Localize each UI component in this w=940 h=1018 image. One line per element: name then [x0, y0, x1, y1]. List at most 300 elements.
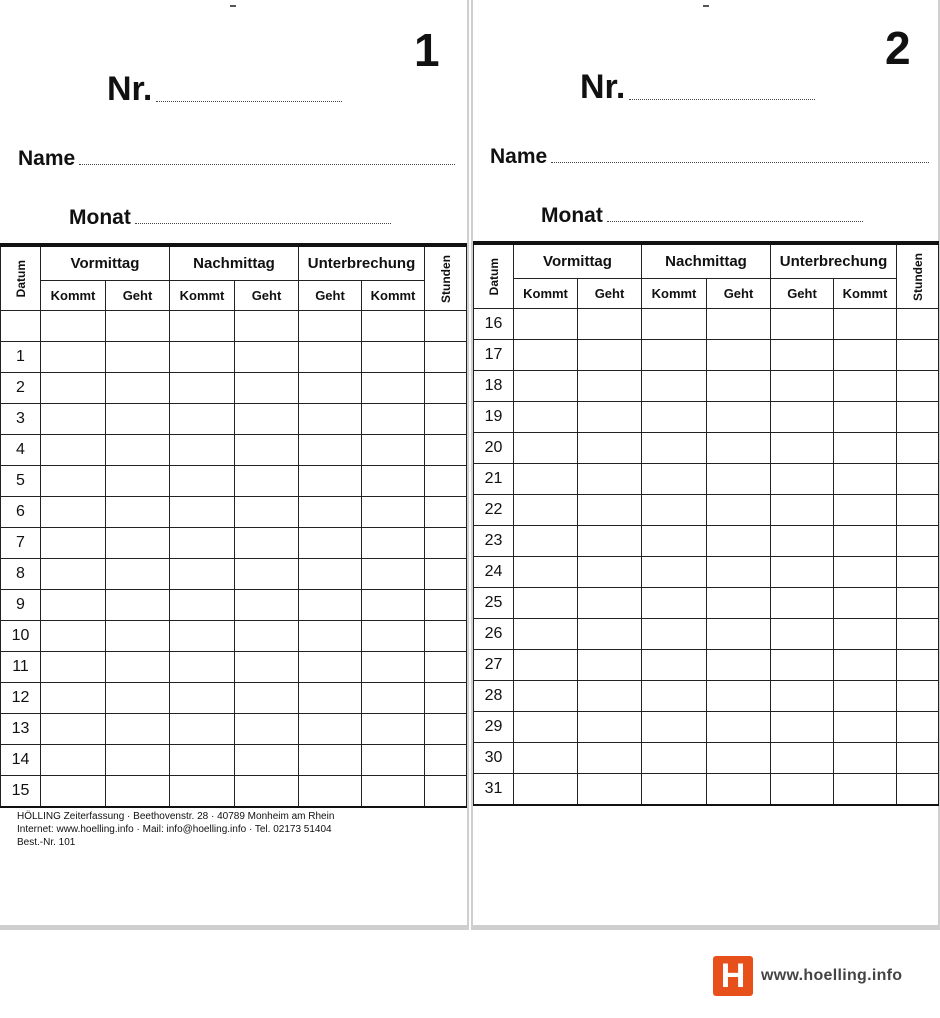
stunden-cell[interactable] [897, 743, 939, 774]
stunden-cell[interactable] [897, 309, 939, 340]
time-entry-cell[interactable] [106, 559, 170, 590]
time-entry-cell[interactable] [299, 683, 362, 714]
day-row [474, 464, 939, 495]
day-row [474, 309, 939, 340]
time-entry-cell[interactable] [514, 557, 578, 588]
time-entry-cell[interactable] [834, 619, 897, 650]
time-entry-cell[interactable] [578, 743, 642, 774]
time-entry-cell[interactable] [362, 590, 425, 621]
time-entry-cell[interactable] [299, 776, 362, 808]
stunden-cell[interactable] [425, 745, 467, 776]
stunden-cell[interactable] [425, 404, 467, 435]
day-row [1, 652, 467, 683]
day-row [1, 621, 467, 652]
time-entry-cell[interactable] [578, 588, 642, 619]
day-number: 5 [1, 466, 41, 497]
nr-field[interactable] [107, 72, 342, 106]
time-entry-cell[interactable] [514, 588, 578, 619]
time-entry-cell[interactable] [362, 373, 425, 404]
day-row [474, 433, 939, 464]
time-entry-cell[interactable] [106, 435, 170, 466]
time-entry-cell[interactable] [834, 495, 897, 526]
time-entry-cell[interactable] [41, 466, 106, 497]
stunden-cell[interactable] [425, 373, 467, 404]
time-entry-cell[interactable] [41, 528, 106, 559]
time-entry-cell[interactable] [106, 745, 170, 776]
name-label: Name [490, 145, 548, 168]
time-entry-cell[interactable] [362, 621, 425, 652]
time-entry-cell[interactable] [41, 373, 106, 404]
time-entry-cell[interactable] [362, 559, 425, 590]
time-entry-cell[interactable] [235, 590, 299, 621]
time-entry-cell[interactable] [578, 309, 642, 340]
time-entry-cell[interactable] [707, 774, 771, 806]
time-entry-cell[interactable] [642, 619, 707, 650]
time-entry-cell[interactable] [362, 435, 425, 466]
day-number: 13 [1, 714, 41, 745]
time-entry-cell[interactable] [834, 402, 897, 433]
time-entry-cell[interactable] [578, 526, 642, 557]
time-entry-cell[interactable] [578, 495, 642, 526]
time-entry-cell[interactable] [514, 743, 578, 774]
time-entry-cell[interactable] [235, 497, 299, 528]
website-link[interactable]: www.hoelling.info [761, 967, 903, 984]
day-row [1, 559, 467, 590]
stunden-cell[interactable] [897, 557, 939, 588]
time-entry-cell[interactable] [642, 495, 707, 526]
day-number: 28 [474, 681, 514, 712]
time-entry-cell[interactable] [41, 652, 106, 683]
time-entry-cell[interactable] [41, 745, 106, 776]
time-entry-cell[interactable] [106, 590, 170, 621]
name-label: Name [18, 147, 76, 170]
day-row [474, 402, 939, 433]
stunden-cell[interactable] [425, 466, 467, 497]
footer-line: Best.-Nr. 101 [17, 837, 76, 848]
time-entry-cell[interactable] [299, 621, 362, 652]
time-entry-cell[interactable] [106, 311, 170, 342]
time-entry-cell[interactable] [41, 311, 106, 342]
time-entry-cell[interactable] [235, 683, 299, 714]
time-entry-cell[interactable] [106, 776, 170, 808]
day-row [1, 776, 467, 808]
time-entry-cell[interactable] [578, 433, 642, 464]
day-row [474, 681, 939, 712]
time-entry-cell[interactable] [235, 652, 299, 683]
day-row [1, 683, 467, 714]
time-entry-cell[interactable] [707, 712, 771, 743]
time-entry-cell[interactable] [235, 435, 299, 466]
stunden-cell[interactable] [897, 526, 939, 557]
day-row [474, 774, 939, 806]
day-row [1, 466, 467, 497]
time-entry-cell[interactable] [106, 373, 170, 404]
time-entry-cell[interactable] [707, 309, 771, 340]
time-entry-cell[interactable] [514, 309, 578, 340]
time-entry-cell[interactable] [41, 404, 106, 435]
time-entry-cell[interactable] [771, 526, 834, 557]
time-entry-cell[interactable] [514, 774, 578, 806]
sub-header: Kommt [170, 281, 235, 311]
stunden-cell[interactable] [425, 528, 467, 559]
time-entry-cell[interactable] [578, 464, 642, 495]
stunden-cell[interactable] [897, 464, 939, 495]
sub-header: Kommt [514, 279, 578, 309]
time-entry-cell[interactable] [170, 497, 235, 528]
day-row [474, 495, 939, 526]
time-entry-cell[interactable] [578, 712, 642, 743]
stunden-cell[interactable] [897, 774, 939, 806]
time-entry-cell[interactable] [106, 714, 170, 745]
time-entry-cell[interactable] [834, 588, 897, 619]
time-entry-cell[interactable] [707, 743, 771, 774]
time-entry-cell[interactable] [170, 745, 235, 776]
stunden-cell[interactable] [425, 590, 467, 621]
top-mark [230, 5, 236, 7]
time-entry-cell[interactable] [299, 745, 362, 776]
time-entry-cell[interactable] [299, 404, 362, 435]
time-entry-cell[interactable] [362, 466, 425, 497]
time-entry-cell[interactable] [771, 464, 834, 495]
day-row [1, 404, 467, 435]
time-entry-cell[interactable] [299, 528, 362, 559]
day-row [1, 435, 467, 466]
time-entry-cell[interactable] [642, 557, 707, 588]
day-number: 29 [474, 712, 514, 743]
stunden-cell[interactable] [425, 497, 467, 528]
nr-dotted-line[interactable] [629, 99, 815, 100]
day-number: 6 [1, 497, 41, 528]
top-mark [703, 5, 709, 7]
nr-dotted-line[interactable] [156, 101, 342, 102]
day-number: 15 [1, 776, 41, 808]
day-row [474, 371, 939, 402]
stunden-cell[interactable] [897, 433, 939, 464]
time-entry-cell[interactable] [578, 619, 642, 650]
day-row [474, 340, 939, 371]
time-entry-cell[interactable] [707, 681, 771, 712]
time-entry-cell[interactable] [299, 652, 362, 683]
sub-header: Kommt [362, 281, 425, 311]
time-entry-cell[interactable] [362, 745, 425, 776]
day-row [474, 619, 939, 650]
time-entry-cell[interactable] [170, 435, 235, 466]
time-entry-cell[interactable] [578, 402, 642, 433]
day-number: 24 [474, 557, 514, 588]
time-entry-cell[interactable] [578, 774, 642, 806]
time-entry-cell[interactable] [834, 743, 897, 774]
time-entry-cell[interactable] [170, 590, 235, 621]
time-entry-cell[interactable] [514, 495, 578, 526]
time-entry-cell[interactable] [578, 557, 642, 588]
time-entry-cell[interactable] [235, 342, 299, 373]
time-entry-cell[interactable] [707, 371, 771, 402]
time-entry-cell[interactable] [642, 681, 707, 712]
stunden-cell[interactable] [425, 559, 467, 590]
time-entry-cell[interactable] [170, 373, 235, 404]
time-entry-cell[interactable] [578, 371, 642, 402]
stunden-cell[interactable] [425, 311, 467, 342]
time-entry-cell[interactable] [642, 526, 707, 557]
time-entry-cell[interactable] [106, 466, 170, 497]
time-entry-cell[interactable] [707, 464, 771, 495]
monat-dotted-line[interactable] [607, 221, 863, 222]
time-entry-cell[interactable] [834, 681, 897, 712]
time-entry-cell[interactable] [834, 464, 897, 495]
time-entry-cell[interactable] [299, 714, 362, 745]
stunden-cell[interactable] [897, 650, 939, 681]
time-entry-cell[interactable] [514, 433, 578, 464]
time-entry-cell[interactable] [771, 495, 834, 526]
time-entry-cell[interactable] [362, 497, 425, 528]
time-entry-cell[interactable] [771, 309, 834, 340]
sub-header: Geht [578, 279, 642, 309]
nr-field[interactable] [580, 70, 815, 104]
datum-header: Datum [1, 245, 41, 311]
time-entry-cell[interactable] [170, 528, 235, 559]
sub-header: Kommt [41, 281, 106, 311]
time-entry-cell[interactable] [235, 528, 299, 559]
monat-label: Monat [541, 204, 603, 227]
time-entry-cell[interactable] [106, 621, 170, 652]
name-field[interactable] [18, 148, 455, 169]
time-entry-cell[interactable] [299, 559, 362, 590]
time-entry-cell[interactable] [41, 683, 106, 714]
hoelling-logo-icon [713, 956, 753, 996]
day-row [1, 373, 467, 404]
time-entry-cell[interactable] [771, 681, 834, 712]
time-entry-cell[interactable] [514, 402, 578, 433]
time-entry-cell[interactable] [771, 650, 834, 681]
time-entry-cell[interactable] [106, 497, 170, 528]
time-entry-cell[interactable] [514, 619, 578, 650]
time-entry-cell[interactable] [771, 588, 834, 619]
time-entry-cell[interactable] [299, 311, 362, 342]
day-number: 2 [1, 373, 41, 404]
time-entry-cell[interactable] [642, 309, 707, 340]
name-dotted-line[interactable] [79, 164, 455, 165]
day-row [474, 588, 939, 619]
time-entry-cell[interactable] [41, 714, 106, 745]
time-entry-cell[interactable] [41, 497, 106, 528]
time-entry-cell[interactable] [362, 683, 425, 714]
time-entry-cell[interactable] [707, 495, 771, 526]
time-entry-cell[interactable] [362, 404, 425, 435]
time-entry-cell[interactable] [41, 342, 106, 373]
time-entry-cell[interactable] [299, 497, 362, 528]
time-entry-cell[interactable] [170, 776, 235, 808]
day-number: 9 [1, 590, 41, 621]
time-entry-cell[interactable] [170, 683, 235, 714]
day-row [1, 528, 467, 559]
time-entry-cell[interactable] [170, 404, 235, 435]
time-entry-cell[interactable] [707, 433, 771, 464]
stunden-cell[interactable] [897, 402, 939, 433]
time-entry-cell[interactable] [362, 776, 425, 808]
brand-mark[interactable] [713, 956, 902, 996]
day-row [1, 590, 467, 621]
time-entry-cell[interactable] [362, 311, 425, 342]
time-entry-cell[interactable] [299, 435, 362, 466]
time-entry-cell[interactable] [299, 373, 362, 404]
time-entry-cell[interactable] [707, 340, 771, 371]
time-entry-cell[interactable] [362, 714, 425, 745]
time-entry-cell[interactable] [299, 342, 362, 373]
time-entry-cell[interactable] [707, 402, 771, 433]
time-entry-cell[interactable] [235, 559, 299, 590]
time-entry-cell[interactable] [707, 619, 771, 650]
stunden-cell[interactable] [425, 652, 467, 683]
time-entry-cell[interactable] [642, 371, 707, 402]
stunden-cell[interactable] [897, 712, 939, 743]
time-entry-cell[interactable] [834, 526, 897, 557]
time-entry-cell[interactable] [106, 652, 170, 683]
day-number: 20 [474, 433, 514, 464]
stunden-header: Stunden [897, 243, 939, 309]
time-entry-cell[interactable] [834, 433, 897, 464]
time-entry-cell[interactable] [642, 650, 707, 681]
time-entry-cell[interactable] [514, 464, 578, 495]
time-entry-cell[interactable] [707, 526, 771, 557]
time-entry-cell[interactable] [362, 652, 425, 683]
time-entry-cell[interactable] [642, 402, 707, 433]
time-entry-cell[interactable] [642, 588, 707, 619]
time-entry-cell[interactable] [41, 590, 106, 621]
time-entry-cell[interactable] [514, 650, 578, 681]
name-field[interactable] [490, 146, 929, 167]
time-entry-cell[interactable] [642, 464, 707, 495]
time-entry-cell[interactable] [514, 371, 578, 402]
time-entry-cell[interactable] [235, 745, 299, 776]
time-entry-cell[interactable] [771, 433, 834, 464]
time-entry-cell[interactable] [362, 528, 425, 559]
day-row [474, 557, 939, 588]
time-entry-cell[interactable] [170, 652, 235, 683]
time-entry-cell[interactable] [578, 681, 642, 712]
time-entry-cell[interactable] [514, 681, 578, 712]
time-entry-cell[interactable] [170, 342, 235, 373]
time-entry-cell[interactable] [834, 650, 897, 681]
time-entry-cell[interactable] [106, 683, 170, 714]
time-entry-cell[interactable] [771, 743, 834, 774]
monat-field[interactable] [69, 207, 391, 228]
time-entry-cell[interactable] [170, 466, 235, 497]
time-entry-cell[interactable] [235, 776, 299, 808]
time-entry-cell[interactable] [170, 311, 235, 342]
monat-dotted-line[interactable] [135, 223, 391, 224]
time-entry-cell[interactable] [514, 526, 578, 557]
time-entry-cell[interactable] [299, 466, 362, 497]
time-entry-cell[interactable] [235, 404, 299, 435]
time-entry-cell[interactable] [362, 342, 425, 373]
stunden-cell[interactable] [897, 371, 939, 402]
time-entry-cell[interactable] [642, 743, 707, 774]
stunden-cell[interactable] [425, 683, 467, 714]
time-entry-cell[interactable] [771, 619, 834, 650]
time-entry-cell[interactable] [642, 340, 707, 371]
day-row [474, 650, 939, 681]
time-entry-cell[interactable] [106, 342, 170, 373]
stunden-cell[interactable] [425, 714, 467, 745]
time-entry-cell[interactable] [771, 340, 834, 371]
time-entry-cell[interactable] [170, 714, 235, 745]
stunden-cell[interactable] [425, 342, 467, 373]
stunden-cell[interactable] [425, 621, 467, 652]
nachmittag-header: Nachmittag [170, 245, 299, 281]
time-entry-cell[interactable] [771, 371, 834, 402]
day-row [1, 745, 467, 776]
time-entry-cell[interactable] [514, 340, 578, 371]
time-entry-cell[interactable] [514, 712, 578, 743]
stunden-cell[interactable] [897, 619, 939, 650]
day-rows [1, 311, 467, 808]
time-entry-cell[interactable] [41, 621, 106, 652]
stunden-cell[interactable] [897, 681, 939, 712]
name-dotted-line[interactable] [551, 162, 929, 163]
time-entry-cell[interactable] [707, 650, 771, 681]
day-number: 27 [474, 650, 514, 681]
time-entry-cell[interactable] [771, 557, 834, 588]
day-number: 30 [474, 743, 514, 774]
stunden-cell[interactable] [897, 588, 939, 619]
time-entry-cell[interactable] [642, 774, 707, 806]
time-entry-cell[interactable] [834, 371, 897, 402]
day-number: 8 [1, 559, 41, 590]
time-entry-cell[interactable] [170, 621, 235, 652]
time-entry-cell[interactable] [41, 435, 106, 466]
time-entry-cell[interactable] [834, 309, 897, 340]
stunden-cell[interactable] [897, 340, 939, 371]
time-entry-cell[interactable] [299, 590, 362, 621]
time-entry-cell[interactable] [642, 712, 707, 743]
stunden-cell[interactable] [425, 776, 467, 808]
stunden-cell[interactable] [425, 435, 467, 466]
time-entry-cell[interactable] [106, 404, 170, 435]
time-entry-cell[interactable] [642, 433, 707, 464]
time-entry-cell[interactable] [170, 559, 235, 590]
day-number: 25 [474, 588, 514, 619]
time-entry-cell[interactable] [106, 528, 170, 559]
time-entry-cell[interactable] [771, 774, 834, 806]
time-entry-cell[interactable] [235, 466, 299, 497]
stunden-header: Stunden [425, 245, 467, 311]
time-entry-cell[interactable] [235, 373, 299, 404]
time-entry-cell[interactable] [578, 340, 642, 371]
sub-header: Kommt [642, 279, 707, 309]
time-entry-cell[interactable] [771, 402, 834, 433]
time-entry-cell[interactable] [235, 621, 299, 652]
time-entry-cell[interactable] [834, 712, 897, 743]
time-entry-cell[interactable] [707, 588, 771, 619]
time-entry-cell[interactable] [41, 776, 106, 808]
day-number: 1 [1, 342, 41, 373]
sub-header: Geht [299, 281, 362, 311]
time-entry-cell[interactable] [834, 340, 897, 371]
time-entry-cell[interactable] [834, 774, 897, 806]
time-entry-cell[interactable] [41, 559, 106, 590]
time-entry-cell[interactable] [834, 557, 897, 588]
stunden-cell[interactable] [897, 495, 939, 526]
time-entry-cell[interactable] [235, 714, 299, 745]
time-entry-cell[interactable] [235, 311, 299, 342]
monat-field[interactable] [541, 205, 863, 226]
day-rows [474, 309, 939, 806]
time-entry-cell[interactable] [707, 557, 771, 588]
sub-header: Geht [106, 281, 170, 311]
time-entry-cell[interactable] [578, 650, 642, 681]
day-number [1, 311, 41, 342]
time-entry-cell[interactable] [771, 712, 834, 743]
